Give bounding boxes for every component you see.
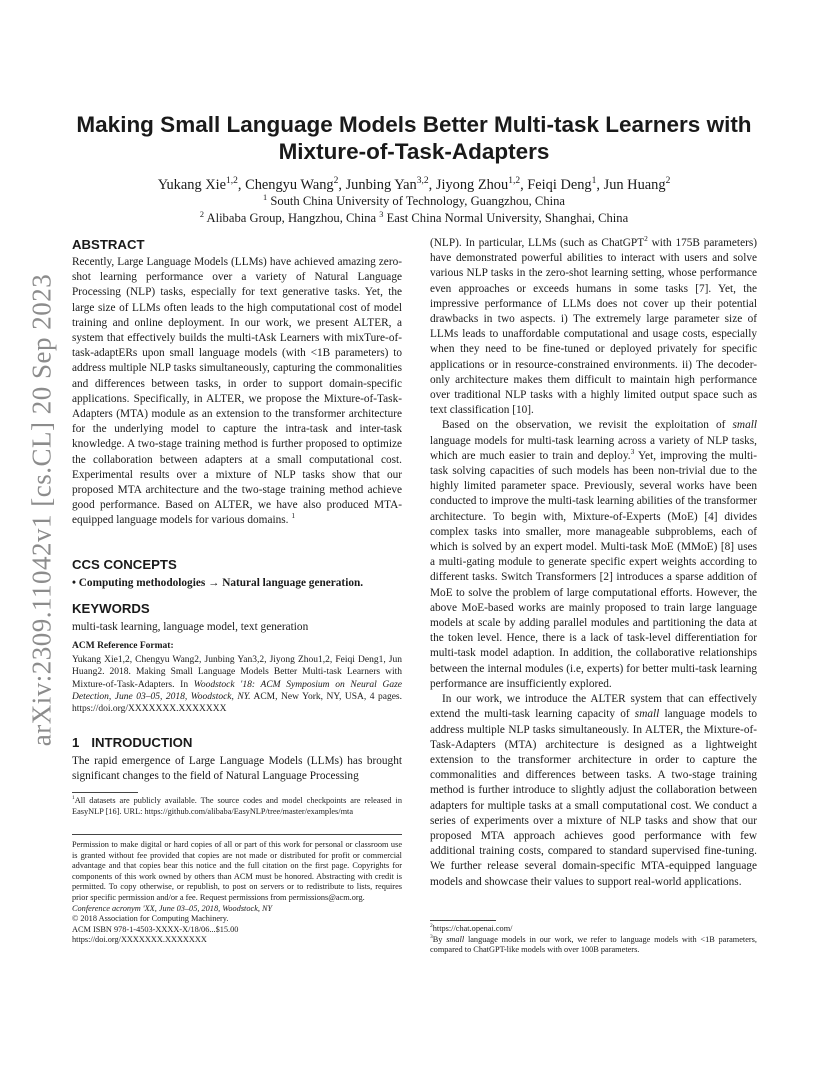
author: Junbing Yan$^{3,2}$: [345, 176, 429, 193]
ccs-heading: CCS CONCEPTS: [72, 557, 177, 572]
footnote-3: $^3$By small language models in our work, we refer to language models with <1B parameters, compared to ChatGPT-like models with over 100B parameters.: [430, 933, 757, 955]
right-column: [430, 234, 758, 955]
intro-paragraph-2: Based on the observation, we revisit the exploitation of small language models for multi-task learning across a variety of NLP tasks, which are much easier to train and deploy.$^3$ Yet, improving the multi-task solving capacities of such models has been non-trivial due to the highly limited parameter space. Previously, several works have been conducted to improve the multi-task learning abilities of the transformer architecture. To begin with, Mixture-of-Experts (MoE) [4] divides complex tasks into smaller, more manageable subproblems, each of which is solved by an expert model. Multi-task MoE (MMoE) [8] uses a multi-gating module to generate specific expert weights according to different tasks. Switch Transformers [2] introduces a sparse addition of MoE to solve the problem of large computational efforts. However, the above MoE-based works are mainly proposed to train large language models at scale by adding parallel modules and partitioning the data at the token level. Hence, there is a lack of task-level differentiation for multi-task model adaption. In addition, the collaborative relationships between the internal modules (i.e, experts) for better multi-task learning performance are insufficiently explored.: [430, 419, 757, 690]
ccs-text: • Computing methodologies → Natural language generation.: [72, 577, 364, 589]
permission-rule: [72, 834, 402, 835]
author: Yukang Xie$^{1,2}$: [157, 176, 238, 193]
author-list: Yukang Xie$^{1,2}$, Chengyu Wang$^2$, Junbing Yan$^{3,2}$, Jiyong Zhou$^{1,2}$, Feiqi Deng$^1$, Jun Huang$^2$: [157, 176, 671, 193]
intro-paragraph-1: The rapid emergence of Large Language Models (LLMs) has brought significant changes to the field of Natural Language Processing: [72, 755, 402, 783]
permission-text: Permission to make digital or hard copies of all or part of this work for personal or classroom use is granted without fee provided that copies are not made or distributed for profit or commercial advantage and that copies bear this notice and the full citation on the first page. Copyrights for components of this work owned by others than ACM must be honored. Abstracting with credit is permitted. To copy otherwise, or republish, to post on servers or to redistribute to lists, requires prior specific permission and/or a fee. Request permissions from permissions@acm.org.: [72, 840, 402, 902]
conference-line: Conference acronym 'XX, June 03–05, 2018, Woodstock, NY: [72, 903, 273, 913]
paper-title: Making Small Language Models Better Multi-task Learners with Mixture-of-Task-Adapters: [76, 112, 752, 164]
doi-line: https://doi.org/XXXXXXX.XXXXXXX: [72, 935, 207, 945]
right-footnotes: [430, 920, 757, 956]
author: Jiyong Zhou$^{1,2}$: [435, 176, 521, 193]
author: Jun Huang$^2$: [603, 176, 671, 193]
introduction-heading: 1 INTRODUCTION: [72, 735, 193, 750]
keywords-section: [72, 600, 402, 635]
author: Chengyu Wang$^2$: [245, 176, 339, 193]
abstract-text: Recently, Large Language Models (LLMs) have achieved amazing zero-shot learning performance over a variety of Natural Language Processing (NLP) tasks, especially for text generative tasks. Yet, the large size of LLMs often leads to the high computational cost of model training and online deployment. In our work, we present ALTER, a system that effectively builds the multi-tAsk Learners with mixTure-of-task-adaptERs upon small language models (with <1B parameters) to address multiple NLP tasks simultaneously, capturing the commonalities and differences between tasks, in order to support domain-specific applications. Specifically, in ALTER, we propose the Mixture-of-Task-Adapters (MTA) module as an extension to the transformer architecture for the underlying model to capture the intra-task and inter-task knowledge. A two-stage training method is further proposed to optimize the collaboration between adapters at a small computational cost. Experimental results over a mixture of NLP tasks show that our proposed MTA architecture and the two-stage training method achieve good performance. Based on ALTER, we have also produced MTA-equipped language models for various domains. $^1$: [72, 256, 402, 527]
acm-reference: [72, 640, 402, 715]
acm-reference-text: Yukang Xie1,2, Chengyu Wang2, Junbing Yan3,2, Jiyong Zhou1,2, Feiqi Deng1, Jun Huang2. 2018. Making Small Language Models Better Multi-task Learners with Mixture-of-Task-Adapters. In Woodstock '18: ACM Symposium on Neural Gaze Detection, June 03–05, 2018, Woodstock, NY. ACM, New York, NY, USA, 4 pages. https://doi.org/XXXXXXX.XXXXXXX: [72, 655, 403, 715]
footnote-rule: [430, 920, 496, 921]
affiliation-line-2: $^2$ Alibaba Group, Hangzhou, China $^3$ East China Normal University, Shanghai, China: [199, 209, 629, 225]
footnote-1: $^1$All datasets are publicly available. The source codes and model checkpoints are released in EasyNLP [16]. URL: https://github.com/alibaba/EasyNLP/tree/master/examples/mta: [72, 792, 402, 817]
keywords-heading: KEYWORDS: [72, 601, 150, 616]
intro-paragraph-3: In our work, we introduce the ALTER system that can effectively extend the multi-task learning capacity of small language models to address multiple NLP tasks simultaneously. In ALTER, the Mixture-of-Task-Adapters (MTA) architecture is designed as a lightweight extension to the transformer architecture in order to capture the commonalities and differences between tasks. A two-stage training method is further introduce to slightly adjust the collaboration between adapters for multiple tasks at a small computational cost. We conduct a series of experiments over a mixture of NLP tasks and show that our proposed MTA approach achieves good performance with few additional training costs, compared to standard supervised fine-tuning. We further release several domain-specific MTA-equipped language models and showcase their values to support real-world applications.: [430, 693, 757, 888]
acm-reference-heading: ACM Reference Format:: [72, 641, 174, 651]
isbn-line: ACM ISBN 978-1-4503-XXXX-X/18/06...$15.00: [72, 924, 239, 934]
footnote-2: $^2$https://chat.openai.com/: [430, 923, 513, 933]
introduction-section-start: [72, 734, 402, 784]
permission-block: [72, 834, 402, 946]
author: Feiqi Deng$^1$: [527, 176, 597, 193]
abstract-heading: ABSTRACT: [72, 237, 145, 252]
abstract-section: [72, 236, 402, 529]
arxiv-stamp: arXiv:2309.11042v1 [cs.CL] 20 Sep 2023: [26, 273, 57, 747]
keywords-text: multi-task learning, language model, text generation: [72, 621, 309, 633]
copyright-line: © 2018 Association for Computing Machinery.: [72, 914, 229, 924]
footnote-rule: [72, 792, 138, 793]
ccs-section: [72, 556, 402, 591]
intro-paragraph-1-continued: (NLP). In particular, LLMs (such as ChatGPT$^2$ with 175B parameters) have demonstrated powerful abilities to interact with users and solve various NLP tasks in the zero-shot learning setting, whose performance even approaches or exceeds humans in some tasks [7]. Yet, the impressive performance of LLMs does not cover up their potential drawbacks in two aspects. i) The extremely large parameter size of LLMs leads to unaffordable computational and usage costs, especially when they need to be fine-tuned or deployed privately for specific applications or in resource-constrained environments. ii) The decoder-only architecture makes them difficult to maintain high performance over traditional NLP tasks with a highly limited output space such as text classification [10].: [430, 234, 758, 417]
affiliation-line-1: $^1$ South China University of Technology, Guangzhou, China: [263, 192, 565, 208]
